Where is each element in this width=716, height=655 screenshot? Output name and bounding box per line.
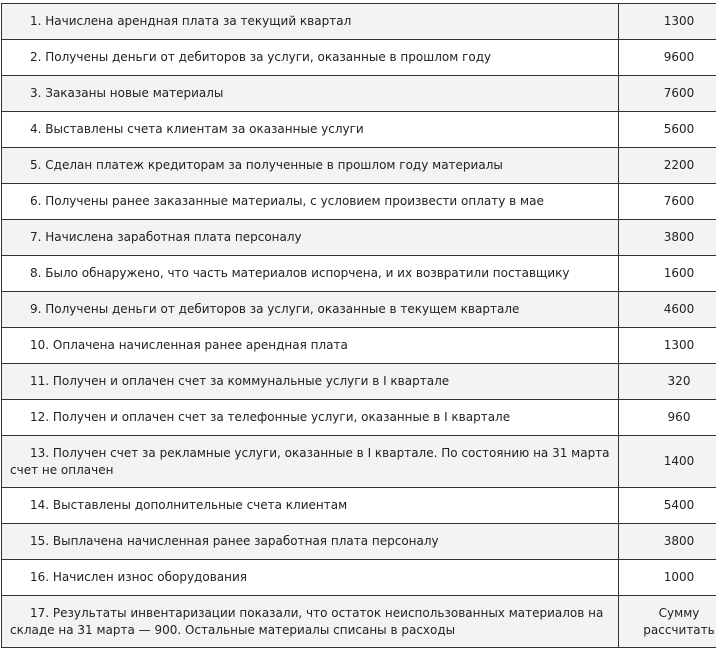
- operation-description: 7. Начислена заработная плата персоналу: [2, 220, 619, 256]
- operation-amount: 7600: [619, 76, 716, 112]
- table-row: [2, 76, 716, 112]
- operation-description: 12. Получен и оплачен счет за телефонные услуги, оказанные в I квартале: [2, 400, 619, 436]
- operation-description: 4. Выставлены счета клиентам за оказанные услуги: [2, 112, 619, 148]
- operation-amount: 1400: [619, 436, 716, 488]
- table-row: [2, 436, 716, 488]
- operation-amount: 1300: [619, 4, 716, 40]
- table-row: [2, 184, 716, 220]
- operation-description: 15. Выплачена начисленная ранее заработная плата персоналу: [2, 524, 619, 560]
- operation-amount: 960: [619, 400, 716, 436]
- operation-description: 17. Результаты инвентаризации показали, что остаток неиспользованных материалов на складе на 31 марта — 900. Остальные материалы списаны в расходы: [2, 596, 619, 648]
- operation-amount: 1300: [619, 328, 716, 364]
- table-row: [2, 4, 716, 40]
- operation-amount: 3800: [619, 220, 716, 256]
- table-row: [2, 400, 716, 436]
- operation-description: 16. Начислен износ оборудования: [2, 560, 619, 596]
- operation-amount: Сумму рассчитать: [619, 596, 716, 648]
- table-row: [2, 596, 716, 648]
- operation-description: 8. Было обнаружено, что часть материалов испорчена, и их возвратили поставщику: [2, 256, 619, 292]
- operation-description: 3. Заказаны новые материалы: [2, 76, 619, 112]
- operation-amount: 5600: [619, 112, 716, 148]
- table-row: [2, 524, 716, 560]
- operation-description: 10. Оплачена начисленная ранее арендная плата: [2, 328, 619, 364]
- table-row: [2, 220, 716, 256]
- table-row: [2, 488, 716, 524]
- operation-description: 9. Получены деньги от дебиторов за услуги, оказанные в текущем квартале: [2, 292, 619, 328]
- operation-description: 5. Сделан платеж кредиторам за полученные в прошлом году материалы: [2, 148, 619, 184]
- operations-table: [1, 3, 716, 648]
- table-row: [2, 364, 716, 400]
- operation-description: 11. Получен и оплачен счет за коммунальные услуги в I квартале: [2, 364, 619, 400]
- table-row: [2, 40, 716, 76]
- operation-description: 1. Начислена арендная плата за текущий квартал: [2, 4, 619, 40]
- operation-description: 13. Получен счет за рекламные услуги, оказанные в I квартале. По состоянию на 31 марта счет не оплачен: [2, 436, 619, 488]
- table-row: [2, 292, 716, 328]
- table-row: [2, 328, 716, 364]
- operation-amount: 2200: [619, 148, 716, 184]
- operation-amount: 9600: [619, 40, 716, 76]
- operation-description: 6. Получены ранее заказанные материалы, с условием произвести оплату в мае: [2, 184, 619, 220]
- operation-amount: 1600: [619, 256, 716, 292]
- operation-amount: 5400: [619, 488, 716, 524]
- operation-amount: 3800: [619, 524, 716, 560]
- operation-description: 2. Получены деньги от дебиторов за услуги, оказанные в прошлом году: [2, 40, 619, 76]
- operation-amount: 4600: [619, 292, 716, 328]
- operation-amount: 320: [619, 364, 716, 400]
- table-row: [2, 560, 716, 596]
- operation-description: 14. Выставлены дополнительные счета клиентам: [2, 488, 619, 524]
- table-row: [2, 256, 716, 292]
- table-row: [2, 148, 716, 184]
- operation-amount: 1000: [619, 560, 716, 596]
- table-row: [2, 112, 716, 148]
- operation-amount: 7600: [619, 184, 716, 220]
